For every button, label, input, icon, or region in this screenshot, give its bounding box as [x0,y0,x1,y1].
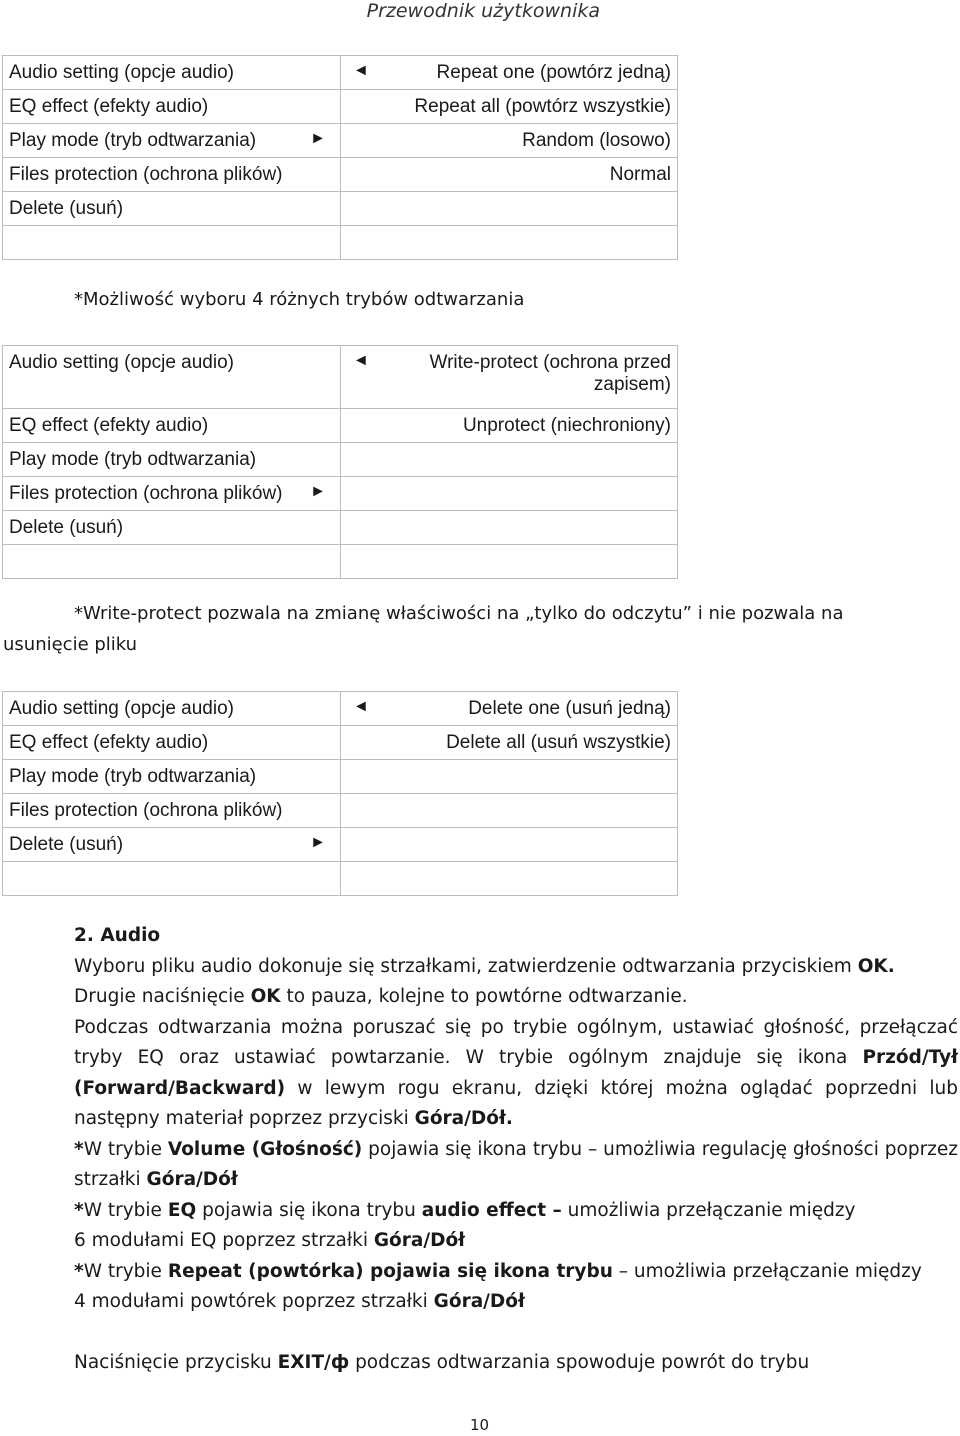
page-header: Przewodnik użytkownika [366,0,600,22]
option-item: Write-protect (ochrona przed [429,352,671,373]
menu-table-play-mode [2,55,678,260]
paragraph: Drugie naciśnięcie OK to pauza, kolejne to powtórne odtwarzanie. [74,986,688,1007]
option-item: Unprotect (niechroniony) [462,414,671,436]
paragraph: Wyboru pliku audio dokonuje się strzałkami, zatwierdzenie odtwarzania przyciskiem OK. [74,955,895,977]
table-row [3,477,678,511]
paragraph: *W trybie EQ pojawia się ikona trybu audio effect – umożliwia przełączanie między [74,1199,856,1221]
note-play-modes: *Możliwość wyboru 4 różnych trybów odtwarzania [74,289,525,310]
table-row [3,692,678,726]
note-write-protect-line1: *Write-protect pozwala na zmianę właściwości na „tylko do odczytu” i nie pozwala na [74,603,844,624]
menu-item: Play mode (tryb odtwarzania) [9,448,257,470]
table-row [3,409,678,443]
table-row [3,511,678,545]
table-row [3,828,678,862]
menu-item: Files protection (ochrona plików) [9,482,283,504]
table-row [3,192,678,226]
menu-item: Files protection (ochrona plików) [9,163,283,185]
menu-item: Delete (usuń) [9,516,124,538]
left-arrow-icon: ◄ [353,61,369,79]
menu-table-delete [2,691,678,896]
menu-item: Play mode (tryb odtwarzania) [9,129,257,151]
menu-item: Audio setting (opcje audio) [9,697,234,719]
table-row [3,545,678,579]
menu-item: Play mode (tryb odtwarzania) [9,765,257,787]
paragraph: 6 modułami EQ poprzez strzałki Góra/Dół [74,1230,466,1251]
table-row [3,158,678,192]
paragraph: 4 modułami powtórek poprzez strzałki Góra/Dół [74,1291,525,1312]
menu-item: Delete (usuń) [9,197,124,219]
table-row [3,124,678,158]
paragraph: Naciśnięcie przycisku EXIT/ф podczas odtwarzania spowoduje powrót do trybu [74,1351,810,1373]
menu-table-files-protection [2,345,678,579]
menu-item: EQ effect (efekty audio) [9,95,209,117]
table-row [3,346,678,409]
menu-item: Delete (usuń) [9,833,124,855]
paragraph: Podczas odtwarzania można poruszać się po trybie ogólnym, ustawiać głośność, przełączać tryby EQ oraz ustawiać powtarzanie. W trybie ogólnym znajduje się ikona Przód/Tył (Forward/Backward) w lewym rogu ekranu, dzięki której można oglądać poprzedni lub następny materiał poprzez przyciski Góra/Dół. [74,1016,958,1129]
option-item: Delete one (usuń jedną) [468,697,671,719]
page-number: 10 [470,1416,490,1434]
table-row [3,56,678,90]
option-item: Random (losowo) [522,129,671,151]
section-title: 2. Audio [74,925,161,946]
option-item: Normal [609,163,671,185]
menu-item: EQ effect (efekty audio) [9,731,209,753]
option-item: Delete all (usuń wszystkie) [446,731,671,753]
paragraph: *W trybie Repeat (powtórka) pojawia się ikona trybu – umożliwia przełączanie między [74,1260,922,1282]
table-row [3,760,678,794]
table-row [3,226,678,260]
table-row [3,443,678,477]
table-row [3,794,678,828]
paragraph: *W trybie Volume (Głośność) pojawia się ikona trybu – umożliwia regulację głośności poprzez strzałki Góra/Dół [74,1138,958,1190]
option-item: Repeat all (powtórz wszystkie) [414,95,671,117]
left-arrow-icon: ◄ [353,352,369,369]
menu-item: Files protection (ochrona plików) [9,799,283,821]
audio-section [74,921,958,1378]
menu-item: EQ effect (efekty audio) [9,414,209,436]
note-write-protect-line2: usunięcie pliku [3,634,138,655]
menu-item: Audio setting (opcje audio) [9,61,234,83]
option-item: Repeat one (powtórz jedną) [436,61,671,83]
right-arrow-icon: ► [310,833,326,851]
table-row [3,726,678,760]
right-arrow-icon: ► [310,129,326,147]
right-arrow-icon: ► [310,482,326,500]
menu-item: Audio setting (opcje audio) [9,352,234,373]
table-row [3,90,678,124]
left-arrow-icon: ◄ [353,697,369,715]
option-item: zapisem) [593,374,671,395]
table-row [3,862,678,896]
